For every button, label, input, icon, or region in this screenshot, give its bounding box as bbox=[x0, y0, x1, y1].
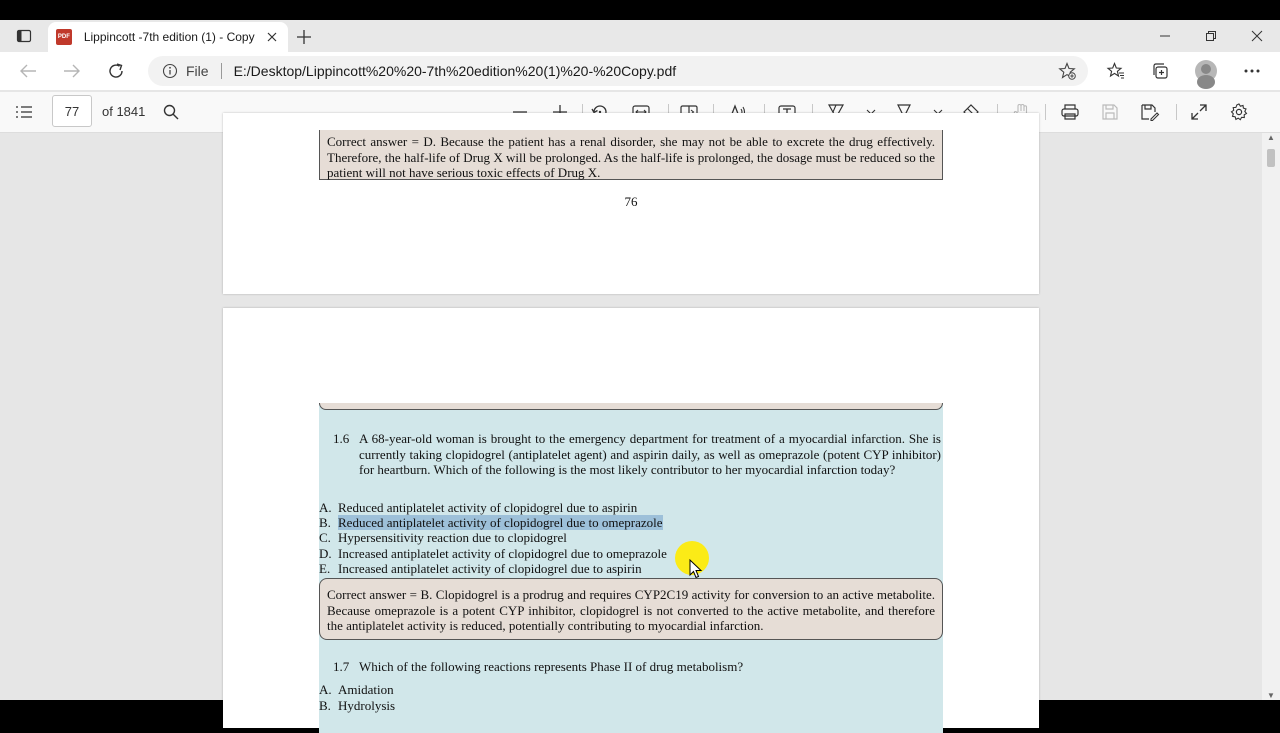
back-button[interactable] bbox=[14, 57, 42, 85]
toolbar-divider bbox=[1176, 104, 1177, 120]
file-scheme-label: File bbox=[186, 63, 209, 79]
address-bar[interactable] bbox=[148, 56, 1088, 86]
find-button[interactable] bbox=[157, 98, 185, 126]
window-controls bbox=[1142, 20, 1280, 52]
plus-icon bbox=[297, 30, 311, 44]
answer-options bbox=[319, 500, 919, 576]
question-stem bbox=[333, 431, 941, 478]
selected-text-highlight: Reduced antiplatelet activity of clopidogrel due to omeprazole bbox=[338, 515, 663, 531]
toolbar-divider bbox=[1045, 104, 1046, 120]
pdf-icon: PDF bbox=[56, 29, 72, 45]
question-text: Which of the following reactions represents Phase II of drug metabolism? bbox=[359, 659, 744, 674]
pdf-page-77 bbox=[223, 308, 1039, 728]
print-button[interactable] bbox=[1056, 98, 1084, 126]
option-b: B. Hydrolysis bbox=[319, 697, 396, 713]
active-tab[interactable] bbox=[48, 22, 288, 52]
page-number-input[interactable]: 77 bbox=[52, 95, 92, 127]
profile-button[interactable] bbox=[1192, 57, 1220, 85]
close-icon bbox=[267, 32, 277, 42]
answer-box: Correct answer = D. Because the patient has a renal disorder, she may not be able to excrete the drug effectively. Therefore, the half-life of Drug X will be prolonged. As the half-life is prolonged, the dosage must be reduced so the patient will not have serious toxic effects of Drug X. bbox=[319, 130, 943, 180]
address-divider bbox=[221, 63, 222, 79]
collections-button[interactable] bbox=[1146, 57, 1174, 85]
expand-icon bbox=[1191, 104, 1207, 120]
add-favorite-icon[interactable] bbox=[1058, 62, 1076, 80]
full-screen-button[interactable] bbox=[1185, 98, 1213, 126]
new-tab-button[interactable] bbox=[292, 26, 316, 48]
forward-button[interactable] bbox=[58, 57, 86, 85]
scroll-thumb[interactable] bbox=[1267, 149, 1275, 167]
url-text[interactable]: E:/Desktop/Lippincott%20%20-7th%20edition%20(1)%20-%20Copy.pdf bbox=[233, 63, 677, 79]
avatar bbox=[1195, 60, 1217, 82]
more-icon bbox=[1244, 69, 1260, 73]
restore-button[interactable] bbox=[1188, 20, 1234, 52]
option-e: E. Increased antiplatelet activity of clopidogrel due to aspirin bbox=[319, 560, 642, 576]
answer-box: Correct answer = B. Clopidogrel is a prodrug and requires CYP2C19 activity for conversion to an active metabolite. Because omeprazole is a potent CYP inhibitor, clopidogrel is not converted to the active metabolite, and therefore the antiplatelet activity is reduced, potentially contributing to myocardial infarction. bbox=[319, 578, 943, 640]
arrow-right-icon bbox=[63, 63, 81, 79]
close-window-button[interactable] bbox=[1234, 20, 1280, 52]
save-as-button[interactable] bbox=[1136, 98, 1164, 126]
pdf-viewer[interactable] bbox=[0, 133, 1280, 713]
refresh-icon bbox=[107, 62, 125, 80]
tab-actions-icon bbox=[16, 28, 32, 44]
scroll-down-arrow[interactable]: ▼ bbox=[1267, 691, 1275, 700]
option-d: D. Increased antiplatelet activity of clopidogrel due to omeprazole bbox=[319, 545, 667, 561]
contents-button[interactable] bbox=[10, 98, 38, 126]
tab-actions-button[interactable] bbox=[8, 24, 40, 48]
settings-more-button[interactable] bbox=[1238, 57, 1266, 85]
scroll-up-arrow[interactable]: ▲ bbox=[1267, 133, 1275, 142]
print-icon bbox=[1061, 104, 1079, 120]
question-number: 1.6 bbox=[333, 431, 350, 446]
browser-window bbox=[0, 20, 1280, 713]
tab-title: Lippincott -7th edition (1) - Copy bbox=[83, 30, 255, 44]
gear-icon bbox=[1230, 103, 1248, 121]
info-icon[interactable] bbox=[162, 63, 178, 79]
minimize-button[interactable] bbox=[1142, 20, 1188, 52]
question-panel bbox=[319, 403, 943, 733]
save-button[interactable] bbox=[1096, 98, 1124, 126]
list-icon bbox=[15, 105, 33, 119]
page-number-footer: 76 bbox=[624, 194, 638, 209]
pdf-page-76 bbox=[223, 113, 1039, 294]
refresh-button[interactable] bbox=[102, 57, 130, 85]
search-icon bbox=[163, 104, 179, 120]
answer-options bbox=[319, 682, 395, 713]
minimize-icon bbox=[1160, 31, 1170, 41]
option-a: A. Reduced antiplatelet activity of clopidogrel due to aspirin bbox=[319, 500, 638, 515]
address-row bbox=[0, 52, 1280, 90]
favorites-icon bbox=[1107, 62, 1125, 80]
restore-icon bbox=[1206, 31, 1216, 41]
vertical-scrollbar[interactable] bbox=[1262, 133, 1280, 700]
arrow-left-icon bbox=[19, 63, 37, 79]
question-text: A 68-year-old woman is brought to the emergency department for treatment of a myocardial infarction. She is currently taking clopidogrel (antiplatelet agent) and aspirin daily, as well as omeprazole (potent CYP inhibitor) for heartburn. Which of the following is the most likely contributor to her myocardial infarction today? bbox=[359, 431, 941, 477]
pdf-settings-button[interactable] bbox=[1225, 98, 1253, 126]
option-a: A. Amidation bbox=[319, 682, 394, 697]
previous-box-bottom bbox=[319, 403, 943, 410]
question-stem bbox=[333, 659, 743, 675]
collections-icon bbox=[1151, 62, 1169, 80]
favorites-button[interactable] bbox=[1102, 57, 1130, 85]
save-icon bbox=[1102, 104, 1118, 120]
close-icon bbox=[1252, 31, 1262, 41]
page-total: of 1841 bbox=[102, 104, 146, 119]
option-c: C. Hypersensitivity reaction due to clopidogrel bbox=[319, 530, 567, 546]
save-as-icon bbox=[1141, 104, 1159, 120]
mouse-cursor-icon bbox=[689, 559, 703, 579]
option-b: B. Reduced antiplatelet activity of clopidogrel due to omeprazole bbox=[319, 515, 663, 531]
question-number: 1.7 bbox=[333, 659, 350, 674]
tab-close-button[interactable] bbox=[264, 29, 280, 45]
tab-strip bbox=[0, 20, 1280, 52]
